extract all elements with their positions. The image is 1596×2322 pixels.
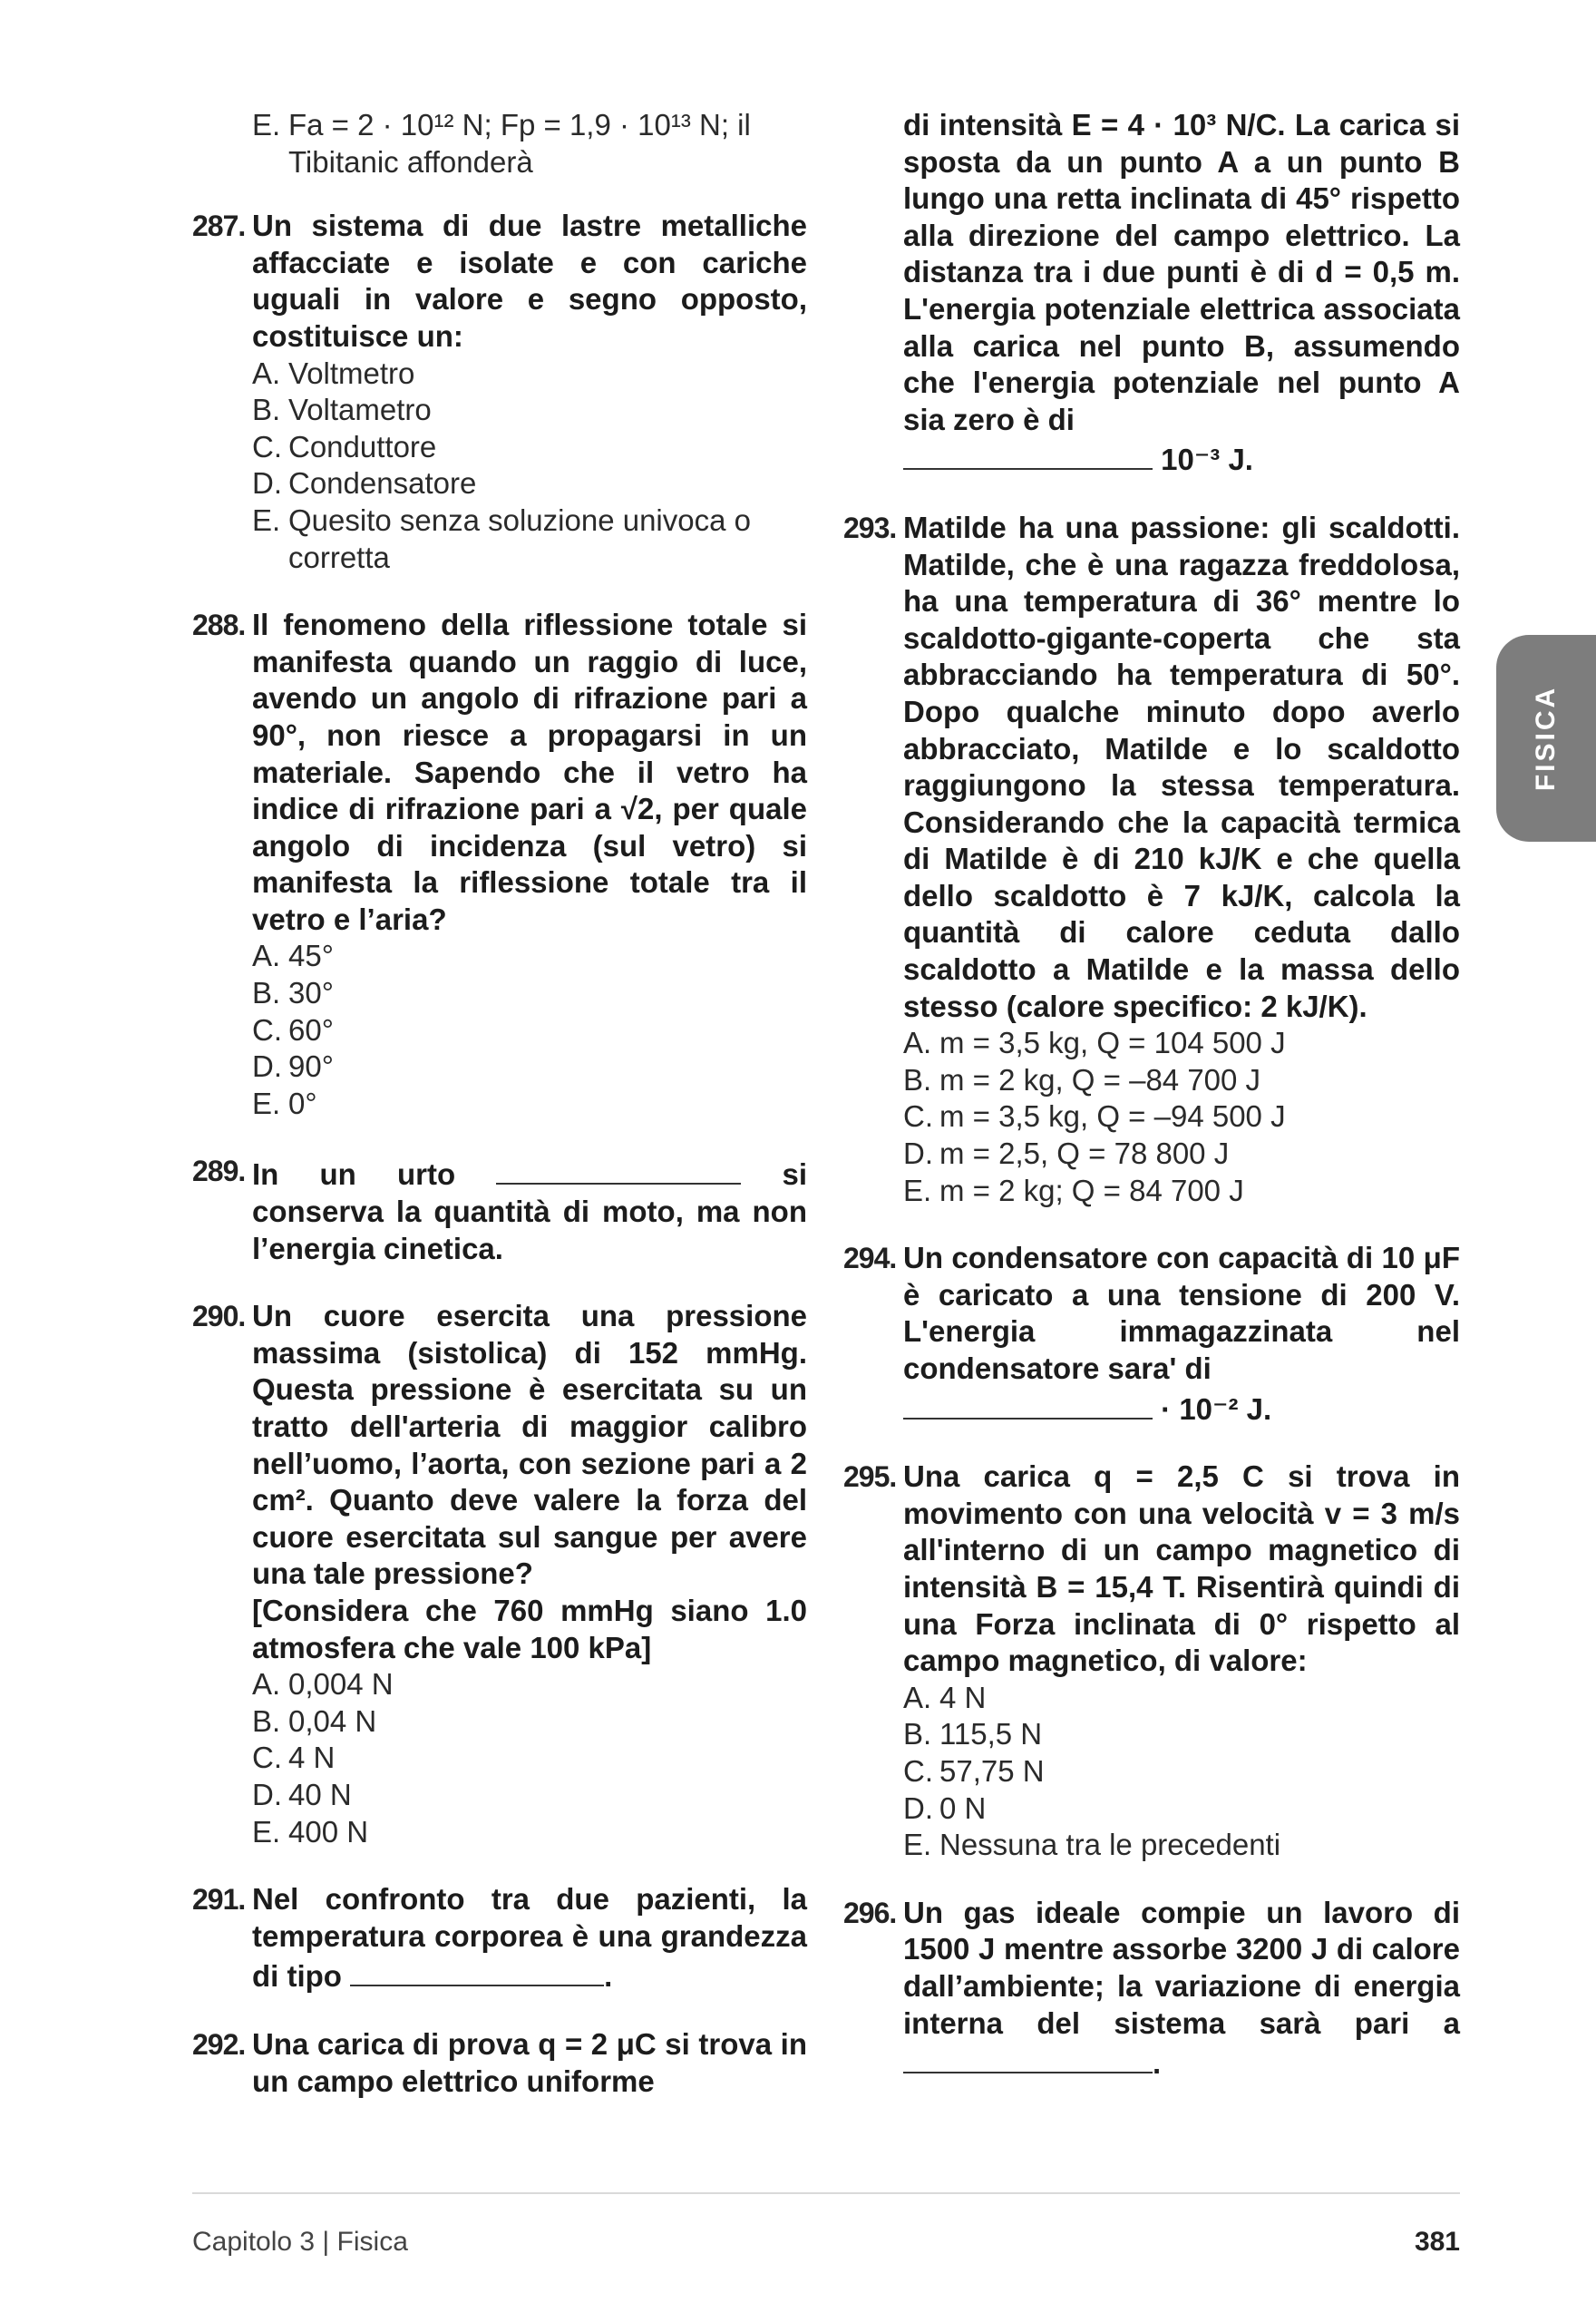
option-text: m = 2 kg, Q = –84 700 J bbox=[939, 1062, 1261, 1097]
question-293 bbox=[843, 510, 1460, 1209]
option-d bbox=[252, 465, 807, 502]
option-letter: C. bbox=[903, 1099, 933, 1134]
question-stem bbox=[903, 1895, 1460, 2083]
option-text: Conduttore bbox=[288, 429, 437, 463]
option-text: Nessuna tra le precedenti bbox=[939, 1828, 1281, 1862]
option-a bbox=[903, 1025, 1460, 1062]
question-number: 292. bbox=[192, 2027, 246, 2061]
option-e bbox=[252, 1814, 807, 1851]
question-head bbox=[192, 607, 807, 938]
question-290 bbox=[192, 1298, 807, 1850]
question-289 bbox=[192, 1153, 807, 1267]
option-text: 4 N bbox=[939, 1680, 987, 1714]
question-292-continued bbox=[903, 107, 1460, 479]
option-text: 30° bbox=[288, 976, 334, 1010]
options-list bbox=[192, 356, 807, 577]
option-d bbox=[252, 1049, 807, 1086]
question-number: 290. bbox=[192, 1300, 246, 1333]
answer-blank[interactable] bbox=[903, 2042, 1153, 2073]
question-stem bbox=[252, 1298, 807, 1666]
question-head bbox=[843, 1240, 1460, 1428]
option-letter: E. bbox=[252, 108, 281, 141]
question-292 bbox=[192, 2026, 807, 2100]
question-number: 295. bbox=[843, 1460, 897, 1494]
option-letter: C. bbox=[252, 429, 282, 463]
question-number: 293. bbox=[843, 511, 897, 544]
option-text: 57,75 N bbox=[939, 1753, 1045, 1788]
option-e bbox=[252, 1086, 807, 1123]
option-letter: C. bbox=[252, 1012, 282, 1047]
option-letter: C. bbox=[252, 1741, 282, 1775]
question-291 bbox=[192, 1881, 807, 1995]
option-c bbox=[252, 1740, 807, 1777]
answer-blank[interactable] bbox=[350, 1955, 604, 1986]
question-number: 296. bbox=[843, 1896, 897, 1929]
question-number: 289. bbox=[192, 1155, 246, 1188]
option-c bbox=[252, 429, 807, 466]
option-letter: D. bbox=[252, 1777, 282, 1811]
question-296 bbox=[843, 1895, 1460, 2083]
option-letter: B. bbox=[903, 1062, 932, 1097]
option-text: 0,04 N bbox=[288, 1703, 377, 1738]
option-letter: A. bbox=[903, 1026, 932, 1060]
answer-unit: · 10⁻² J. bbox=[1161, 1391, 1272, 1426]
option-text: m = 3,5 kg, Q = –94 500 J bbox=[939, 1099, 1286, 1134]
stem-note: [Considera che 760 mmHg siano 1.0 atmosfera che vale 100 kPa] bbox=[252, 1593, 807, 1664]
stem-part: In un urto bbox=[252, 1157, 456, 1192]
option-c bbox=[903, 1098, 1460, 1136]
option-e bbox=[903, 1173, 1460, 1210]
question-head bbox=[843, 510, 1460, 1025]
question-stem bbox=[252, 1881, 807, 1995]
option-text: 90° bbox=[288, 1049, 334, 1084]
stem-part: . bbox=[1153, 2046, 1162, 2081]
question-head bbox=[192, 1298, 807, 1666]
option-letter: D. bbox=[903, 1137, 933, 1171]
options-list bbox=[903, 1025, 1460, 1209]
option-letter: C. bbox=[903, 1753, 933, 1788]
option-text: 115,5 N bbox=[939, 1717, 1043, 1751]
option-letter: B. bbox=[903, 1717, 932, 1751]
option-text: 400 N bbox=[288, 1814, 369, 1849]
stem-part: si conserva la quantità di moto, ma non l’energia cinetica. bbox=[252, 1157, 807, 1265]
option-letter: B. bbox=[252, 976, 281, 1010]
option-text: 0 N bbox=[939, 1790, 987, 1825]
section-tab-label: FISICA bbox=[1531, 685, 1561, 792]
question-head bbox=[843, 1895, 1460, 2083]
option-text: 45° bbox=[288, 939, 334, 973]
option-text: 4 N bbox=[288, 1741, 336, 1775]
option-letter: A. bbox=[252, 1667, 281, 1702]
option-text: m = 2,5, Q = 78 800 J bbox=[939, 1137, 1230, 1171]
option-letter: D. bbox=[252, 466, 282, 501]
question-stem: Matilde ha una passione: gli scaldotti. Matilde, che è una ragazza freddolosa, ha una temperatura di 36° mentre lo scaldotto-gigante-coperta che sta abbracciando ha temperatura di 50°. Dopo qualche minuto dopo averlo abbracciato, Matilde e lo scaldotto raggiungono la stessa temperatura. Considerando che la capacità termica di Matilde è di 210 kJ/K e che quella dello scaldotto è 7 kJ/K, calcola la quantità di calore ceduta dallo scaldotto a Matilde e la massa dello stesso (calore specifico: 2 kJ/K). bbox=[903, 510, 1460, 1023]
option-text: 0° bbox=[288, 1086, 317, 1120]
question-stem: Una carica q = 2,5 C si trova in movimento con una velocità v = 3 m/s all'interno di un campo magnetico di intensità B = 15,4 T. Risentirà quindi di una Forza inclinata di 0° rispetto al campo magnetico, di valore: bbox=[903, 1459, 1460, 1678]
answer-blank[interactable] bbox=[903, 438, 1153, 470]
answer-unit: 10⁻³ J. bbox=[1161, 443, 1253, 477]
option-text: m = 2 kg; Q = 84 700 J bbox=[939, 1173, 1244, 1207]
option-b bbox=[903, 1062, 1460, 1099]
question-stem bbox=[903, 1240, 1460, 1428]
question-head bbox=[192, 1881, 807, 1995]
stem-part: Un gas ideale compie un lavoro di 1500 J mentre assorbe 3200 J di calore dall’ambiente; la variazione di energia interna del sistema sarà pari a bbox=[903, 1895, 1460, 2040]
option-c bbox=[903, 1753, 1460, 1790]
option-letter: A. bbox=[903, 1680, 932, 1714]
stem-text: di intensità E = 4 · 10³ N/C. La carica si sposta da un punto A a un punto B lungo una retta inclinata di 45° rispetto alla direzione del campo elettrico. La distanza tra i due punti è di d = 0,5 m. L'energia potenziale elettrica associata alla carica nel punto B, assumendo che l'energia potenziale nel punto A sia zero è di bbox=[903, 108, 1460, 436]
option-e bbox=[903, 1827, 1460, 1864]
question-286-tail bbox=[192, 107, 807, 180]
option-d bbox=[903, 1790, 1460, 1828]
question-head bbox=[843, 1459, 1460, 1680]
option-letter: B. bbox=[252, 1703, 281, 1738]
question-stem bbox=[252, 1153, 807, 1267]
option-d bbox=[252, 1777, 807, 1814]
option-letter: E. bbox=[252, 502, 281, 537]
option-letter: A. bbox=[252, 356, 281, 390]
option-a bbox=[252, 938, 807, 975]
question-294 bbox=[843, 1240, 1460, 1428]
question-head bbox=[192, 2026, 807, 2100]
option-letter: E. bbox=[903, 1173, 932, 1207]
question-number: 294. bbox=[843, 1242, 897, 1275]
answer-blank[interactable] bbox=[903, 1388, 1153, 1420]
option-letter: E. bbox=[252, 1814, 281, 1849]
option-letter: D. bbox=[903, 1790, 933, 1825]
option-text: Condensatore bbox=[288, 466, 477, 501]
question-head bbox=[192, 208, 807, 355]
stem-text: Un cuore esercita una pressione massima (sistolica) di 152 mmHg. Questa pressione è esercitata su un tratto dell'arteria di maggior calibro nell’uomo, l’aorta, con sezione pari a 2 cm². Quanto deve valere la forza del cuore esercitata sul sangue per avere una tale pressione? bbox=[252, 1299, 807, 1591]
stem-text: Un condensatore con capacità di 10 μF è caricato a una tensione di 200 V. L'energia immagazzinata nel condensatore sara' di bbox=[903, 1241, 1460, 1385]
page-number: 381 bbox=[1414, 2227, 1460, 2257]
option-letter: E. bbox=[903, 1828, 932, 1862]
option-b bbox=[903, 1716, 1460, 1753]
option-b bbox=[252, 392, 807, 429]
footer-chapter: Capitolo 3 | Fisica bbox=[192, 2227, 408, 2257]
option-b bbox=[252, 975, 807, 1012]
question-head bbox=[192, 1153, 807, 1267]
options-list bbox=[192, 1666, 807, 1850]
stem-part: . bbox=[604, 1959, 613, 1994]
option-text: Voltmetro bbox=[288, 356, 415, 390]
footer-divider bbox=[192, 2192, 1460, 2194]
question-288 bbox=[192, 607, 807, 1122]
option-a bbox=[252, 356, 807, 393]
question-stem: Un sistema di due lastre metalliche affacciate e isolate e con cariche uguali in valore e segno opposto, costituisce un: bbox=[252, 209, 807, 353]
option-letter: E. bbox=[252, 1086, 281, 1120]
question-number: 291. bbox=[192, 1883, 246, 1917]
option-e bbox=[252, 107, 807, 180]
option-c bbox=[252, 1012, 807, 1049]
question-number: 288. bbox=[192, 609, 246, 642]
section-tab bbox=[1496, 635, 1596, 842]
options-list bbox=[903, 1680, 1460, 1864]
option-a bbox=[903, 1680, 1460, 1717]
option-text: 0,004 N bbox=[288, 1667, 394, 1702]
option-text: Voltametro bbox=[288, 393, 432, 427]
option-letter: A. bbox=[252, 939, 281, 973]
option-letter: B. bbox=[252, 393, 281, 427]
question-287 bbox=[192, 208, 807, 576]
option-text: 40 N bbox=[288, 1777, 352, 1811]
option-d bbox=[903, 1136, 1460, 1173]
option-text: Fa = 2 · 10¹² N; Fp = 1,9 · 10¹³ N; il Tibitanic affonderà bbox=[288, 108, 751, 179]
option-letter: D. bbox=[252, 1049, 282, 1084]
option-a bbox=[252, 1666, 807, 1703]
option-e bbox=[252, 502, 807, 576]
question-stem bbox=[903, 107, 1460, 479]
question-stem: Il fenomeno della riflessione totale si manifesta quando un raggio di luce, avendo un angolo di rifrazione pari a 90°, non riesce a propagarsi in un materiale. Sapendo che il vetro ha indice di rifrazione pari a √2, per quale angolo di incidenza (sul vetro) si manifesta la riflessione totale tra il vetro e l’aria? bbox=[252, 608, 807, 936]
option-text: m = 3,5 kg, Q = 104 500 J bbox=[939, 1026, 1286, 1060]
option-text: Quesito senza soluzione univoca o corretta bbox=[288, 502, 751, 574]
question-number: 287. bbox=[192, 210, 246, 243]
left-column bbox=[192, 107, 807, 2131]
stem-part: Nel confronto tra due pazienti, la temperatura corporea è una grandezza di tipo bbox=[252, 1882, 807, 1994]
option-text: 60° bbox=[288, 1012, 334, 1047]
options-list bbox=[192, 938, 807, 1122]
question-stem: Una carica di prova q = 2 μC si trova in un campo elettrico uniforme bbox=[252, 2026, 807, 2098]
right-column bbox=[843, 107, 1460, 2113]
question-295 bbox=[843, 1459, 1460, 1864]
option-b bbox=[252, 1703, 807, 1741]
answer-blank[interactable] bbox=[496, 1153, 741, 1185]
